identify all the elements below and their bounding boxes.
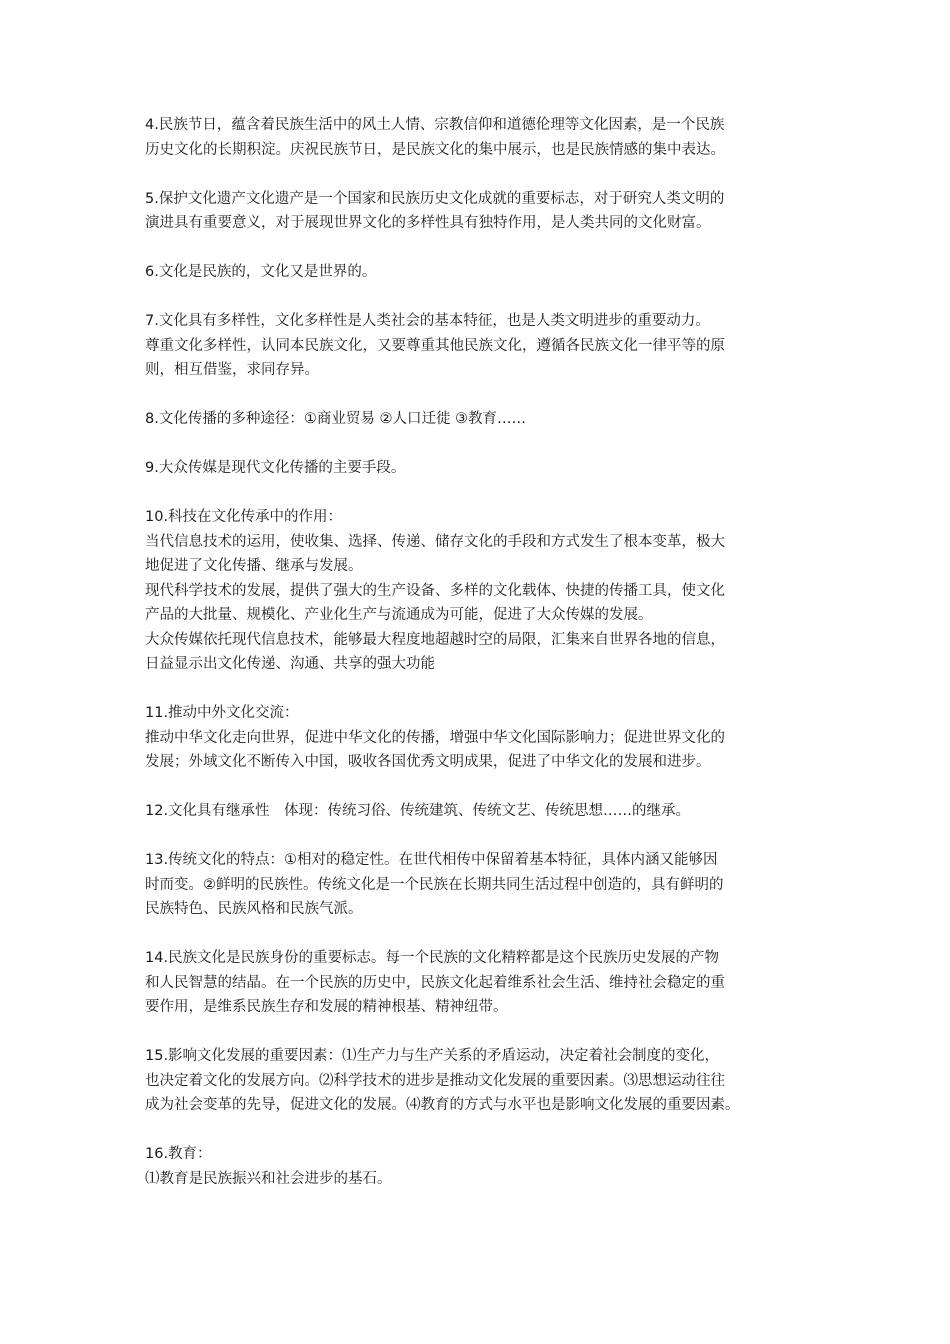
paragraph-line: 6.文化是民族的，文化又是世界的。 <box>145 264 377 280</box>
paragraph-4 <box>145 113 825 162</box>
paragraph-line: 演进具有重要意义，对于展现世界文化的多样性具有独特作用，是人类共同的文化财富。 <box>145 215 711 231</box>
paragraph-line: 16.教育： <box>145 1146 212 1162</box>
paragraph-11 <box>145 701 825 775</box>
paragraph-8 <box>145 407 825 432</box>
paragraph-line: 13.传统文化的特点：①相对的稳定性。在世代相传中保留着基本特征，具体内涵又能够因 <box>145 852 718 868</box>
paragraph-line: 15.影响文化发展的重要因素：⑴生产力与生产关系的矛盾运动，决定着社会制度的变化， <box>145 1048 720 1064</box>
paragraph-16 <box>145 1142 825 1191</box>
paragraph-line: 民族特色、民族风格和民族气派。 <box>145 901 363 917</box>
paragraph-line: 和人民智慧的结晶。在一个民族的历史中，民族文化起着维系社会生活、维持社会稳定的重 <box>145 974 725 991</box>
paragraph-line: 4.民族节日，蕴含着民族生活中的风土人情、宗教信仰和道德伦理等文化因素，是一个民族 <box>145 117 725 133</box>
document-page <box>145 113 825 1216</box>
paragraph-15 <box>145 1044 825 1118</box>
paragraph-6 <box>145 260 825 285</box>
paragraph-line: 要作用，是维系民族生存和发展的精神根基、精神纽带。 <box>145 999 508 1015</box>
paragraph-line: 当代信息技术的运用，使收集、选择、传递、储存文化的手段和方式发生了根本变革，极大 <box>145 533 725 550</box>
paragraph-line: 发展；外域文化不断传入中国，吸收各国优秀文明成果，促进了中华文化的发展和进步。 <box>145 754 711 770</box>
paragraph-line: 推动中华文化走向世界，促进中华文化的传播，增强中华文化国际影响力；促进世界文化的 <box>145 729 725 746</box>
paragraph-13 <box>145 848 825 922</box>
paragraph-line: 尊重文化多样性，认同本民族文化，又要尊重其他民族文化，遵循各民族文化一律平等的原 <box>145 337 725 354</box>
paragraph-7 <box>145 309 825 383</box>
paragraph-9 <box>145 456 825 481</box>
paragraph-line: 大众传媒依托现代信息技术，能够最大程度地超越时空的局限，汇集来自世界各地的信息， <box>145 631 725 648</box>
paragraph-line: ⑴教育是民族振兴和社会进步的基石。 <box>145 1170 392 1187</box>
paragraph-12 <box>145 799 825 824</box>
paragraph-line: 9.大众传媒是现代文化传播的主要手段。 <box>145 460 406 476</box>
paragraph-line: 时而变。②鲜明的民族性。传统文化是一个民族在长期共同生活过程中创造的，具有鲜明的 <box>145 876 724 893</box>
paragraph-line: 成为社会变革的先导，促进文化的发展。⑷教育的方式与水平也是影响文化发展的重要因素。 <box>145 1097 740 1113</box>
paragraph-line: 11.推动中外文化交流： <box>145 705 299 721</box>
paragraph-line: 则，相互借鉴，求同存异。 <box>145 362 319 378</box>
paragraph-line: 产品的大批量、规模化、产业化生产与流通成为可能，促进了大众传媒的发展。 <box>145 607 653 623</box>
paragraph-line: 10.科技在文化传承中的作用： <box>145 509 343 525</box>
paragraph-line: 地促进了文化传播、继承与发展。 <box>145 558 363 574</box>
paragraph-line: 历史文化的长期积淀。庆祝民族节日，是民族文化的集中展示，也是民族情感的集中表达。 <box>145 141 725 158</box>
paragraph-line: 12.文化具有继承性 体现：传统习俗、传统建筑、传统文艺、传统思想……的继承。 <box>145 803 691 819</box>
paragraph-line: 7.文化具有多样性，文化多样性是人类社会的基本特征，也是人类文明进步的重要动力。 <box>145 313 710 329</box>
paragraph-line: 14.民族文化是民族身份的重要标志。每一个民族的文化精粹都是这个民族历史发展的产物 <box>145 950 720 966</box>
paragraph-5 <box>145 187 825 236</box>
paragraph-line: 8.文化传播的多种途径：①商业贸易 ②人口迁徙 ③教育…… <box>145 411 527 427</box>
paragraph-14 <box>145 946 825 1020</box>
paragraph-line: 5.保护文化遗产文化遗产是一个国家和民族历史文化成就的重要标志，对于研究人类文明的 <box>145 190 725 207</box>
paragraph-10 <box>145 505 825 677</box>
paragraph-line: 日益显示出文化传递、沟通、共享的强大功能 <box>145 656 435 672</box>
paragraph-line: 现代科学技术的发展，提供了强大的生产设备、多样的文化载体、快捷的传播工具，使文化 <box>145 582 725 599</box>
paragraph-line: 也决定着文化的发展方向。⑵科学技术的进步是推动文化发展的重要因素。⑶思想运动往往 <box>145 1072 725 1089</box>
